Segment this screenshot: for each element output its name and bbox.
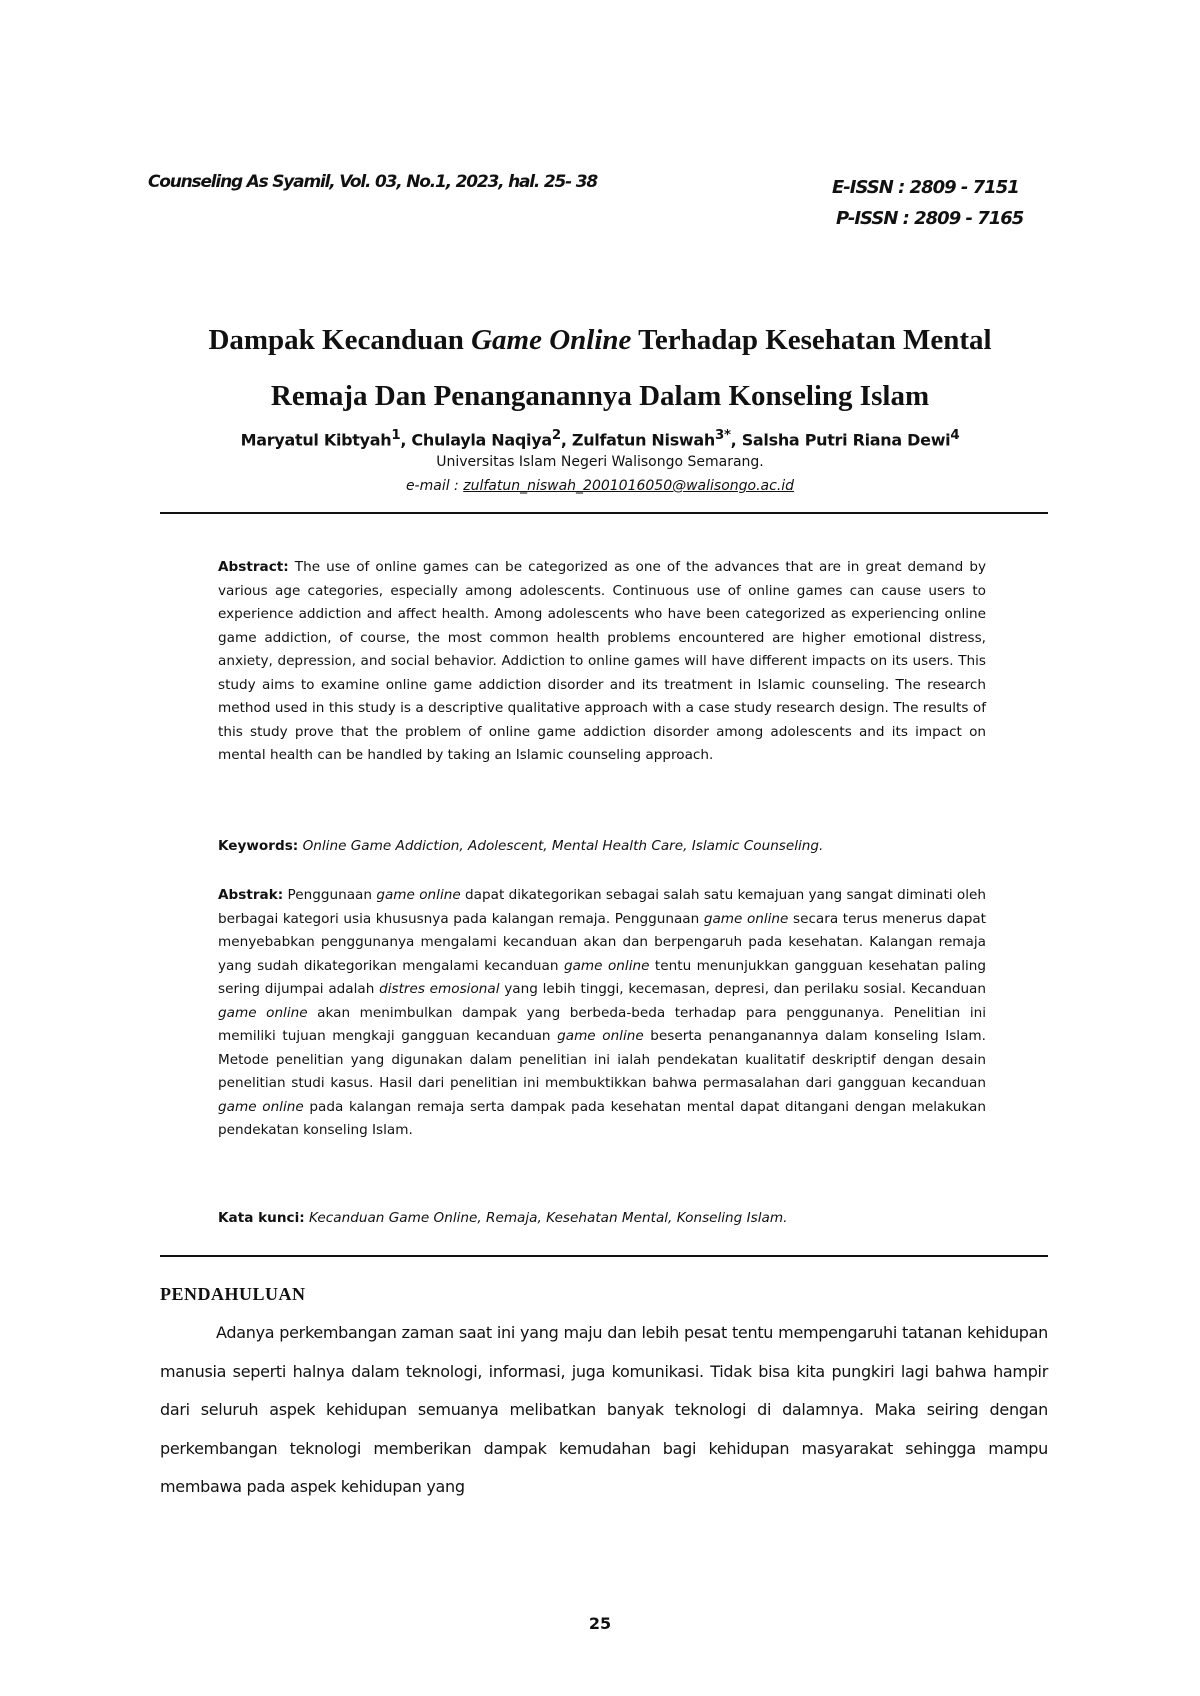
abstrak-text: secara terus menerus dapat menyebabkan penggunanya mengalami kecanduan akan dan berpengaruh pada kesehatan. Kalangan remaja yang sudah dikategorikan mengalami kecanduan [218, 910, 986, 974]
author-list [140, 428, 1060, 449]
abstrak-italic: game online [376, 887, 461, 903]
author-2: , Chulayla Naqiya [400, 430, 552, 450]
email-label: e-mail : [405, 478, 464, 494]
author-4: , Salsha Putri Riana Dewi [730, 430, 951, 450]
title-text-2: Terhadap Kesehatan Mental [631, 324, 992, 356]
abstrak-text: Penggunaan [287, 887, 377, 903]
abstrak-text: akan menimbulkan dampak yang berbeda-beda terhadap para penggunanya. Penelitian ini memiliki tujuan mengkaji gangguan kecanduan [218, 1004, 986, 1044]
abstrak-italic: game online [563, 957, 650, 974]
contact-email [140, 478, 1060, 494]
body-paragraph: Adanya perkembangan zaman saat ini yang maju dan lebih pesat tentu mempengaruhi tatanan kehidupan manusia seperti halnya dalam teknologi, informasi, juga komunikasi. Tidak bisa kita pungkiri lagi bahwa hampir dari seluruh aspek kehidupan semuanya melibatkan banyak teknologi di dalamnya. Maka seiring dengan perkembangan teknologi memberikan dampak kemudahan bagi kehidupan masyarakat sehingga mampu membawa pada aspek kehidupan yang [160, 1323, 1048, 1496]
author-1: Maryatul Kibtyah [240, 430, 392, 450]
pissn: P-ISSN : 2809 - 7165 [836, 208, 1024, 229]
keywords-label: Keywords: [218, 838, 299, 854]
journal-running-header: Counseling As Syamil, Vol. 03, No.1, 2023, hal. 25- 38 [148, 172, 597, 192]
abstrak-italic: game online [557, 1028, 644, 1044]
author-4-marker: 4 [950, 428, 960, 443]
abstrak-italic: game online [218, 1098, 304, 1115]
kata-kunci-text: Kecanduan Game Online, Remaja, Kesehatan Mental, Konseling Islam. [309, 1210, 788, 1226]
abstract-english [218, 556, 986, 768]
abstrak-italic: game online [218, 1004, 308, 1021]
header-divider [160, 512, 1048, 514]
title-text-1: Dampak Kecanduan [208, 324, 472, 356]
abstrak-italic: game online [703, 910, 789, 927]
page-number: 25 [588, 1614, 612, 1633]
eissn: E-ISSN : 2809 - 7151 [832, 177, 1019, 198]
abstrak-text: pada kalangan remaja serta dampak pada kesehatan mental dapat ditangani dengan melakukan pendekatan konseling Islam. [218, 1098, 986, 1138]
email-address-link[interactable]: zulfatun_niswah_2001016050@walisongo.ac.id [463, 478, 795, 494]
author-2-marker: 2 [551, 428, 561, 443]
author-3: , Zulfatun Niswah [560, 430, 715, 450]
abstrak-text: tentu menunjukkan gangguan kesehatan paling sering dijumpai adalah [218, 957, 986, 997]
kata-kunci-label: Kata kunci: [218, 1210, 305, 1226]
abstrak-text: beserta penanganannya dalam konseling Islam. Metode penelitian yang digunakan dalam penelitian ini ialah pendekatan kualitatif deskriptif dengan desain penelitian studi kasus. Hasil dari penelitian ini membuktikkan bahwa permasalahan dari gangguan kecanduan [218, 1028, 986, 1091]
keywords-text: Online Game Addiction, Adolescent, Mental Health Care, Islamic Counseling. [302, 838, 824, 854]
title-italic-term: Game Online [471, 324, 632, 356]
affiliation: Universitas Islam Negeri Walisongo Semarang. [436, 454, 764, 470]
abstrak-italic: distres emosional [379, 981, 500, 997]
section-heading: PENDAHULUAN [160, 1284, 306, 1304]
abstract-indonesian [218, 884, 986, 1143]
title-line-2: Remaja Dan Penanganannya Dalam Konseling Islam [270, 380, 930, 412]
abstrak-text: dapat dikategorikan sebagai salah satu kemajuan yang sangat diminati oleh berbagai kategori usia khususnya pada kalangan remaja. Penggunaan [218, 887, 987, 927]
title-line-1 [140, 312, 1060, 368]
abstrak-label: Abstrak: [218, 887, 284, 903]
keywords-english [218, 835, 986, 859]
abstrak-text: yang lebih tinggi, kecemasan, depresi, dan perilaku sosial. Kecanduan [499, 981, 987, 997]
author-1-marker: 1 [391, 428, 401, 443]
abstract-label: Abstract: [218, 559, 289, 575]
paper-title [140, 312, 1060, 424]
author-3-marker: 3* [715, 428, 731, 443]
keywords-indonesian [218, 1207, 986, 1231]
issn-block [832, 172, 1022, 234]
abstract-text: The use of online games can be categorized as one of the advances that are in great demand by various age categories, especially among adolescents. Continuous use of online games can cause users to experience addiction and affect health. Among adolescents who have been categorized as experiencing online game addiction, of course, the most common health problems encountered are higher emotional distress, anxiety, depression, and social behavior. Addiction to online games will have different impacts on its users. This study aims to examine online game addiction disorder and its treatment in Islamic counseling. The research method used in this study is a descriptive qualitative approach with a case study research design. The results of this study prove that the problem of online game addiction disorder among adolescents and its impact on mental health can be handled by taking an Islamic counseling approach. [218, 559, 986, 763]
abstract-divider [160, 1255, 1048, 1257]
